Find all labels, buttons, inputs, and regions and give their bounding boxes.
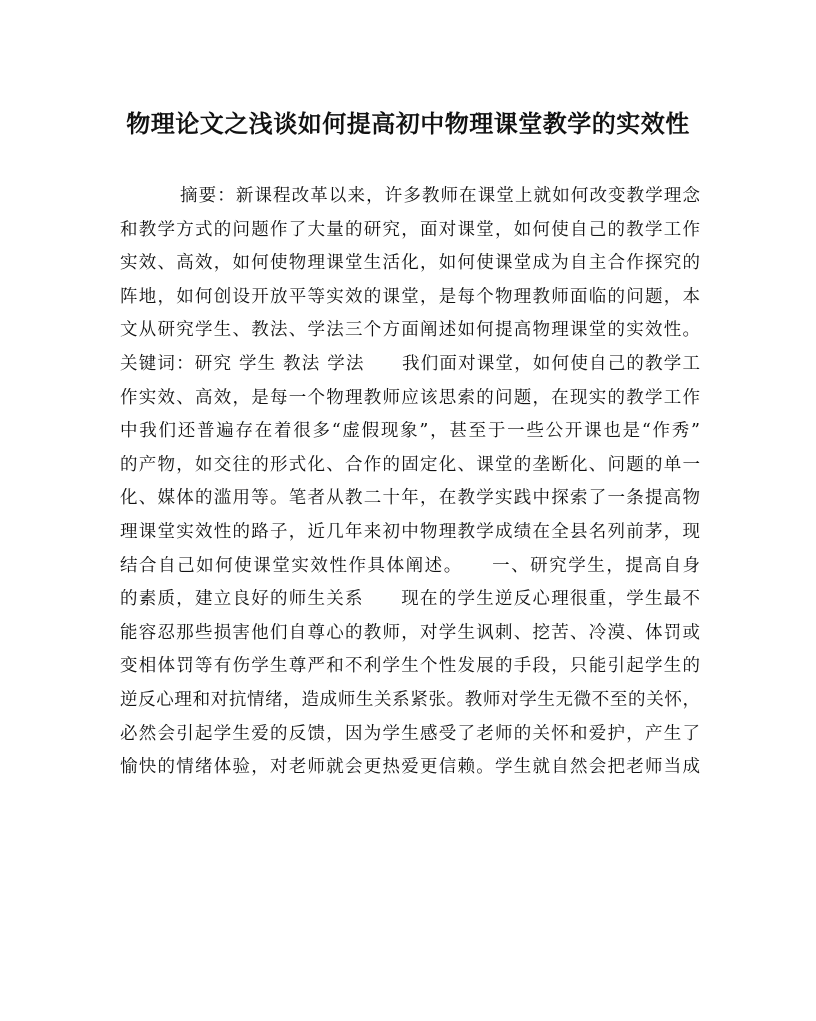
text-line: 的素质，建立良好的师生关系 现在的学生逆反心理很重，学生最不 (120, 589, 700, 610)
text-line: 变相体罚等有伤学生尊严和不利学生个性发展的手段，只能引起学生的 (120, 656, 700, 677)
text-line: 化、媒体的滥用等。笔者从教二十年，在教学实践中探索了一条提高物 (120, 488, 700, 509)
text-line: 和教学方式的问题作了大量的研究，面对课堂，如何使自己的教学工作 (120, 219, 700, 240)
text-line: 阵地，如何创设开放平等实效的课堂，是每个物理教师面临的问题，本 (120, 286, 700, 307)
text-line: 文从研究学生、教法、学法三个方面阐述如何提高物理课堂的实效性。 (120, 320, 700, 341)
text-line: 结合自己如何使课堂实效性作具体阐述。 一、研究学生，提高自身 (120, 555, 700, 576)
text-line: 摘要：新课程改革以来，许多教师在课堂上就如何改变教学理念 (180, 186, 700, 206)
text-line: 的产物，如交往的形式化、合作的固定化、课堂的垄断化、问题的单一 (120, 454, 700, 475)
document-body (120, 180, 700, 785)
text-line: 必然会引起学生爱的反馈，因为学生感受了老师的关怀和爱护，产生了 (120, 723, 700, 744)
text-line: 理课堂实效性的路子，近几年来初中物理教学成绩在全县名列前茅，现 (120, 521, 700, 542)
text-line: 作实效、高效，是每一个物理教师应该思索的问题，在现实的教学工作 (120, 387, 700, 408)
text-line: 中我们还普遍存在着很多“虚假现象”，甚至于一些公开课也是“作秀” (120, 421, 700, 442)
text-line: 愉快的情绪体验，对老师就会更热爱更信赖。学生就自然会把老师当成 (120, 757, 700, 778)
text-line: 逆反心理和对抗情绪，造成师生关系紧张。教师对学生无微不至的关怀， (120, 689, 700, 710)
text-line: 能容忍那些损害他们自尊心的教师，对学生讽刺、挖苦、冷漠、体罚或 (120, 622, 700, 643)
document-title: 物理论文之浅谈如何提高初中物理课堂教学的实效性 (126, 109, 690, 138)
text-line: 关键词：研究 学生 教法 学法 我们面对课堂，如何使自己的教学工 (120, 353, 700, 374)
text-line: 实效、高效，如何使物理课堂生活化，如何使课堂成为自主合作探究的 (120, 253, 700, 274)
